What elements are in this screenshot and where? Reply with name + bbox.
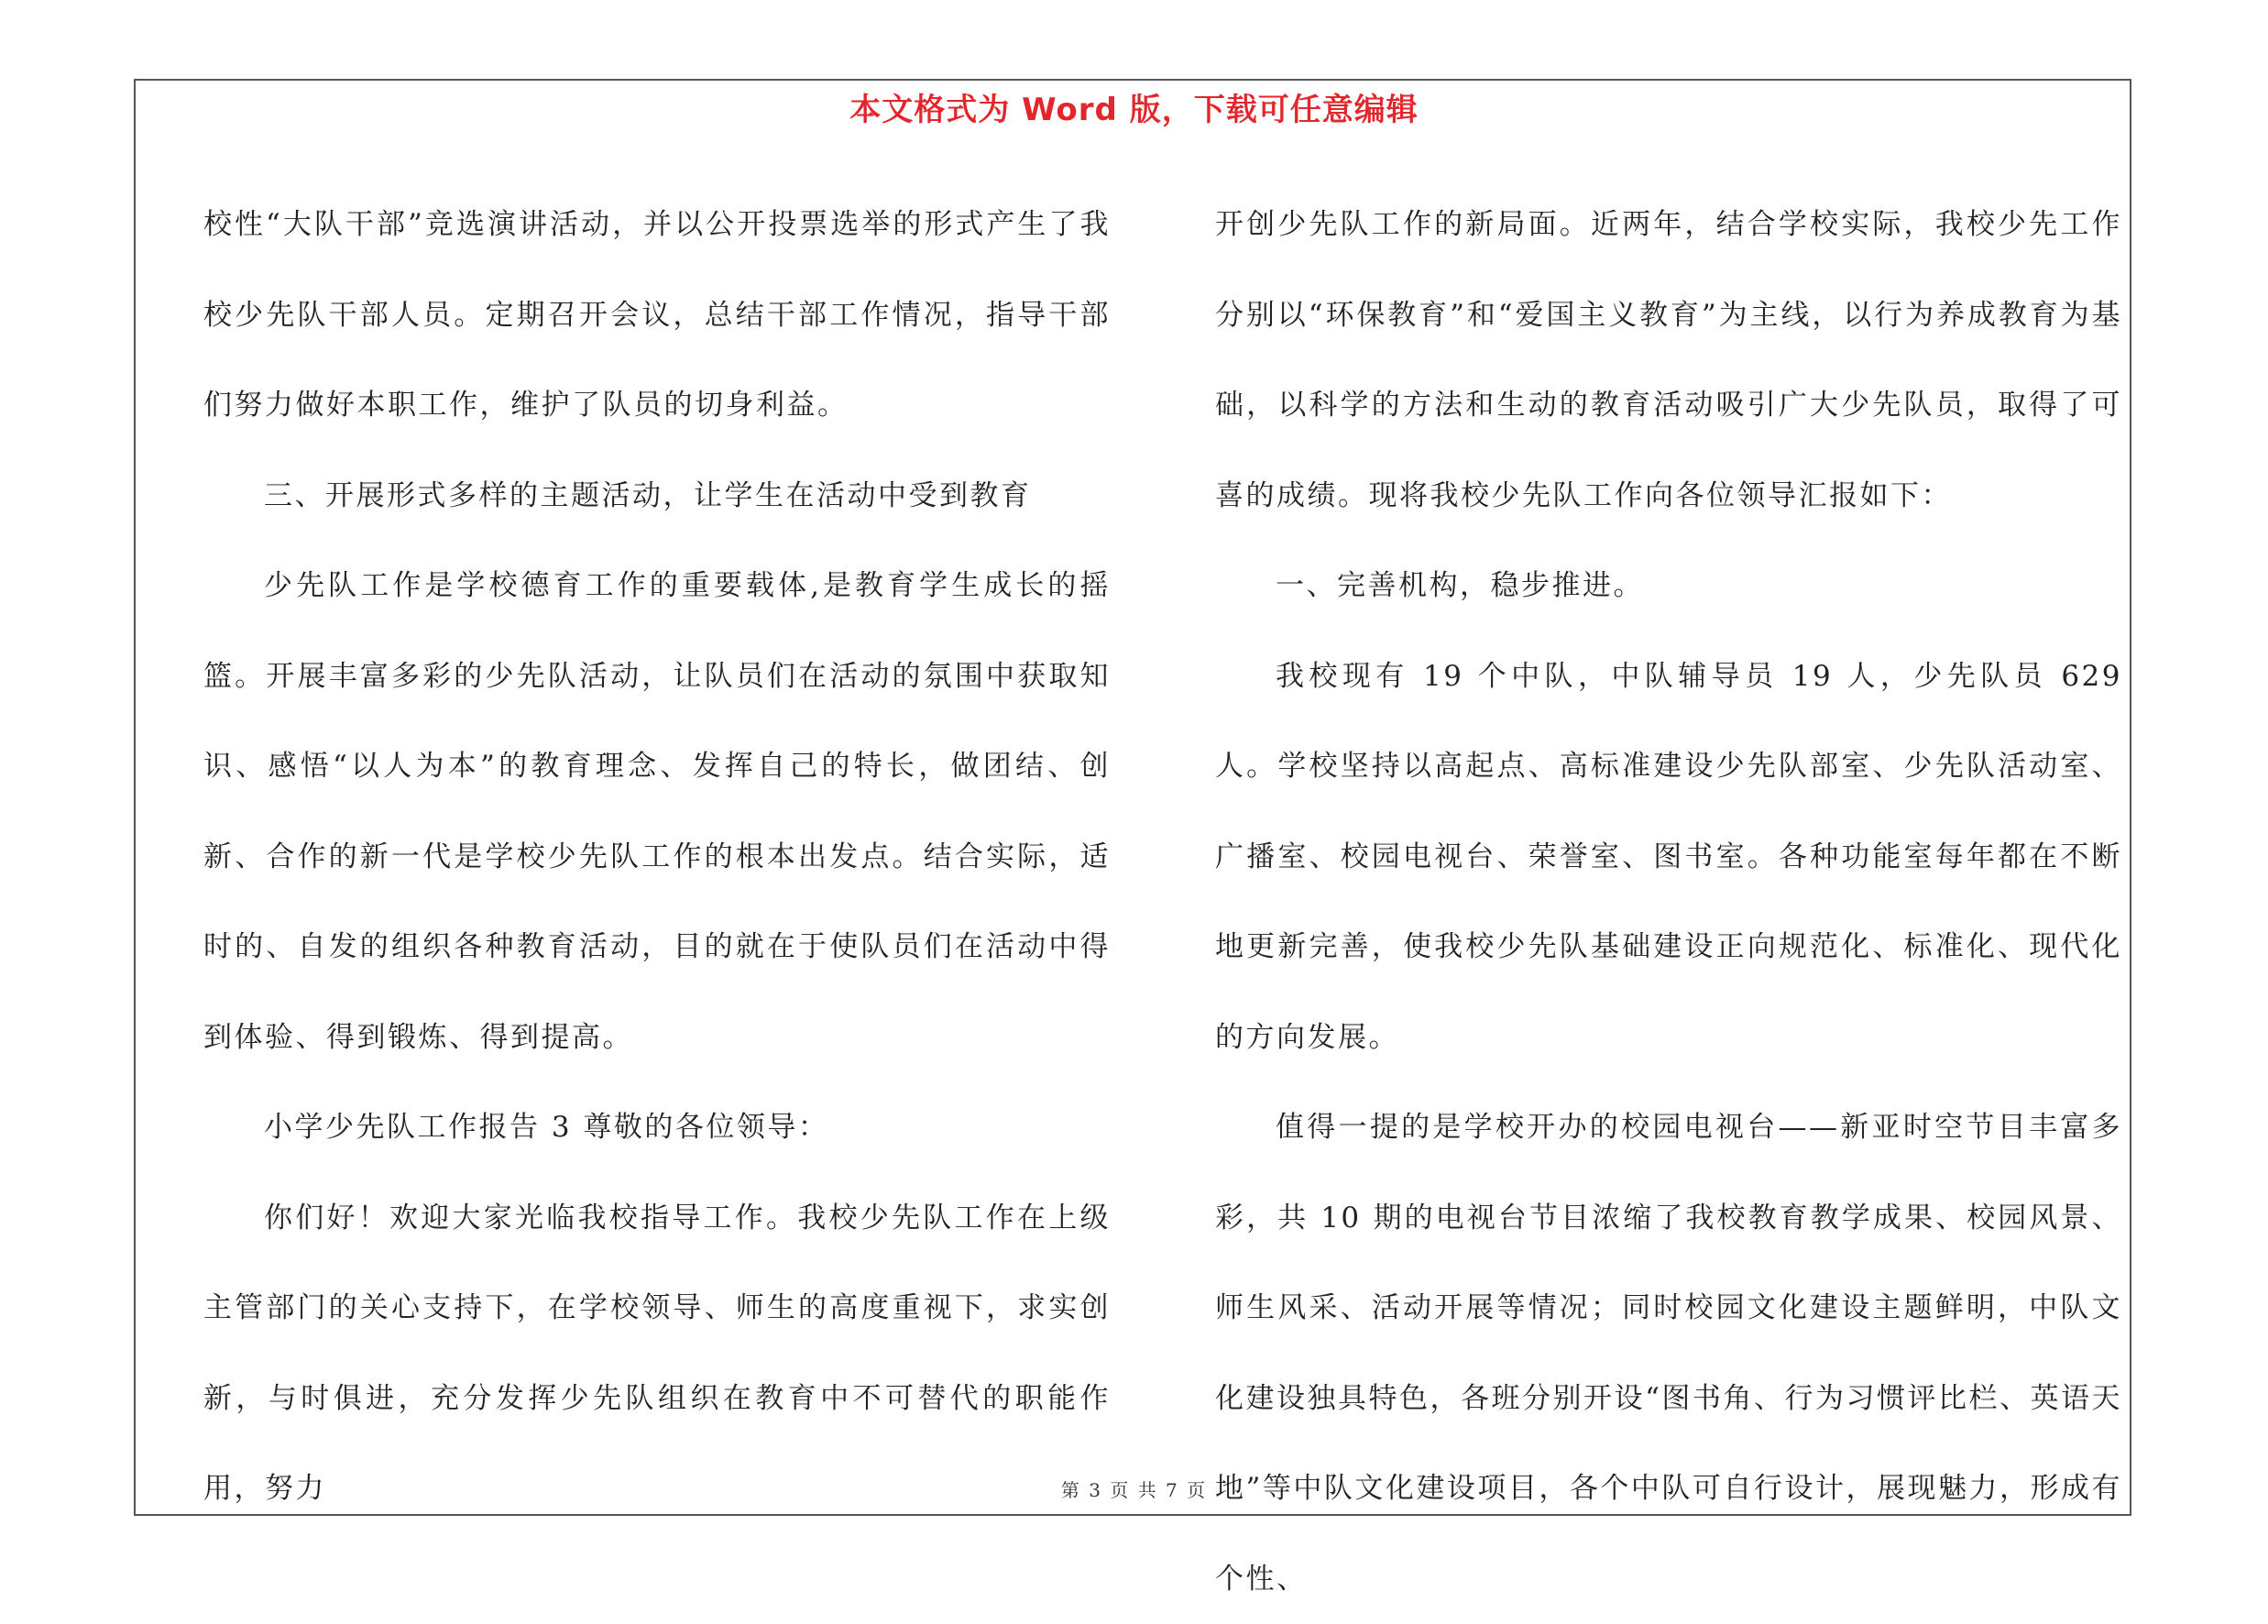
left-text-column xyxy=(203,180,1111,1534)
paragraph: 值得一提的是学校开办的校园电视台——新亚时空节目丰富多彩，共 10 期的电视台节目浓缩了我校教育教学成果、校园风景、师生风采、活动开展等情况；同时校园文化建设主题鲜明，中队文化建设独具特色，各班分别开设“图书角、行为习惯评比栏、英语天地”等中队文化建设项目，各个中队可自行设计，展现魅力，形成有个性、 xyxy=(1215,1111,2122,1596)
paragraph: 你们好！欢迎大家光临我校指导工作。我校少先队工作在上级主管部门的关心支持下，在学校领导、师生的高度重视下，求实创新，与时俱进，充分发挥少先队组织在教育中不可替代的职能作用，努力 xyxy=(203,1201,1111,1505)
section-heading: 一、完善机构，稳步推进。 xyxy=(1276,569,1644,602)
page-number: 第 3 页 共 7 页 xyxy=(1060,1479,1208,1501)
right-text-column xyxy=(1215,180,2122,1624)
paragraph: 少先队工作是学校德育工作的重要载体,是教育学生成长的摇篮。开展丰富多彩的少先队活动，让队员们在活动的氛围中获取知识、感悟“以人为本”的教育理念、发挥自己的特长，做团结、创新、合作的新一代是学校少先队工作的根本出发点。结合实际，适时的、自发的组织各种教育活动，目的就在于使队员们在活动中得到体验、得到锻炼、得到提高。 xyxy=(203,569,1111,1054)
paragraph: 我校现有 19 个中队，中队辅导员 19 人，少先队员 629 人。学校坚持以高起点、高标准建设少先队部室、少先队活动室、广播室、校园电视台、荣誉室、图书室。各种功能室每年都在不断地更新完善，使我校少先队基础建设正向规范化、标准化、现代化的方向发展。 xyxy=(1215,659,2122,1054)
report-title-line: 小学少先队工作报告 3 尊敬的各位领导： xyxy=(264,1111,829,1144)
section-heading: 三、开展形式多样的主题活动，让学生在活动中受到教育 xyxy=(264,478,1032,512)
paragraph: 校性“大队干部”竞选演讲活动，并以公开投票选举的形式产生了我校少先队干部人员。定期召开会议，总结干部工作情况，指导干部们努力做好本职工作，维护了队员的切身利益。 xyxy=(203,208,1111,422)
paragraph: 开创少先队工作的新局面。近两年，结合学校实际，我校少先工作分别以“环保教育”和“爱国主义教育”为主线，以行为养成教育为基础，以科学的方法和生动的教育活动吸引广大少先队员，取得了可喜的成绩。现将我校少先队工作向各位领导汇报如下： xyxy=(1215,208,2122,512)
format-notice-banner: 本文格式为 Word 版，下载可任意编辑 xyxy=(849,92,1419,128)
